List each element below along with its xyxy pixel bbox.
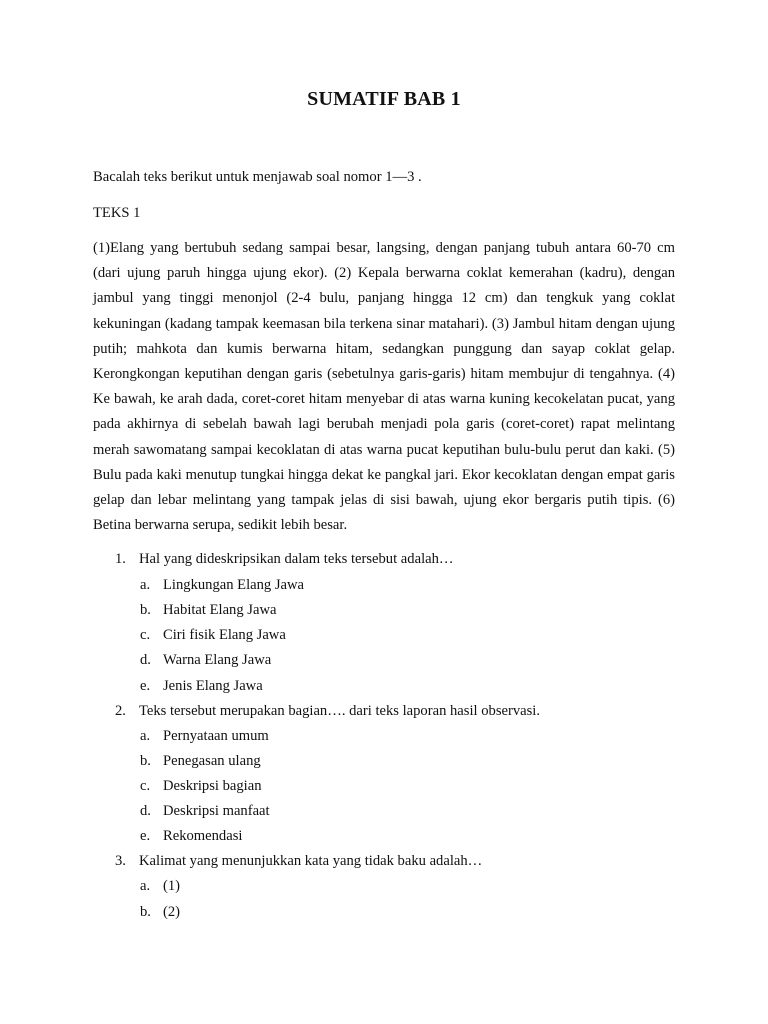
option-text: Pernyataan umum xyxy=(163,728,269,744)
text-label: TEKS 1 xyxy=(93,205,141,221)
option-letter: b. xyxy=(140,904,151,920)
option-letter: c. xyxy=(140,627,151,643)
question-1 xyxy=(115,551,454,568)
question-3-option-a xyxy=(140,878,180,895)
option-text: Habitat Elang Jawa xyxy=(163,602,277,618)
option-text: Lingkungan Elang Jawa xyxy=(163,577,305,593)
question-3-option-b xyxy=(140,904,180,921)
instruction-text: Bacalah teks berikut untuk menjawab soal nomor 1—3 . xyxy=(93,169,422,185)
question-text: Teks tersebut merupakan bagian…. dari teks laporan hasil observasi. xyxy=(139,703,540,719)
option-text: (2) xyxy=(163,904,181,920)
question-2-option-d xyxy=(140,803,270,820)
option-text: Jenis Elang Jawa xyxy=(163,678,263,694)
reading-passage: (1)Elang yang bertubuh sedang sampai besar, langsing, dengan panjang tubuh antara 60-70 cm (dari ujung paruh hingga ujung ekor). (2) Kepala berwarna coklat kemerahan (kadru), dengan jambul yang tinggi menonjol (2-4 bulu, panjang hingga 12 cm) dan tengkuk yang coklat kekuningan (kadang tampak keemasan bila terkena sinar matahari). (3) Jambul hitam dengan ujung putih; mahkota dan kumis berwarna hitam, sedangkan punggung dan sayap coklat gelap. Kerongkongan keputihan dengan garis (sebetulnya garis-garis) hitam membujur di tengahnya. (4) Ke bawah, ke arah dada, coret-coret hitam menyebar di atas warna kuning kecokelatan pucat, yang pada akhirnya di sebelah bawah lagi berubah menjadi pola garis (coret-coret) rapat melintang merah sawomatang sampai kecoklatan di atas warna pucat keputihan bulu-bulu perut dan kaki. (5) Bulu pada kaki menutup tungkai hingga dekat ke pangkal jari. Ekor kecoklatan dengan empat garis gelap dan lebar melintang yang tampak jelas di sisi bawah, ujung ekor bergaris putih tipis. (6) Betina berwarna serupa, sedikit lebih besar. xyxy=(93,240,675,534)
option-text: Warna Elang Jawa xyxy=(163,652,272,668)
question-number: 2. xyxy=(115,703,126,719)
question-2-option-b xyxy=(140,753,261,770)
option-letter: a. xyxy=(140,728,151,744)
question-2 xyxy=(115,703,540,720)
question-1-option-b xyxy=(140,602,276,619)
question-2-option-e xyxy=(140,828,242,845)
question-number: 1. xyxy=(115,551,126,567)
question-2-option-c xyxy=(140,778,262,795)
option-letter: d. xyxy=(140,652,151,668)
option-letter: e. xyxy=(140,678,151,694)
option-text: Rekomendasi xyxy=(163,828,243,844)
option-letter: d. xyxy=(140,803,151,819)
option-text: Ciri fisik Elang Jawa xyxy=(163,627,286,643)
option-letter: e. xyxy=(140,828,151,844)
option-letter: b. xyxy=(140,602,151,618)
question-text: Kalimat yang menunjukkan kata yang tidak baku adalah… xyxy=(139,853,483,869)
option-text: Deskripsi bagian xyxy=(163,778,262,794)
option-text: (1) xyxy=(163,878,181,894)
option-letter: a. xyxy=(140,878,151,894)
question-number: 3. xyxy=(115,853,126,869)
option-text: Penegasan ulang xyxy=(163,753,261,769)
question-text: Hal yang dideskripsikan dalam teks tersebut adalah… xyxy=(139,551,454,567)
option-letter: c. xyxy=(140,778,151,794)
page-title: SUMATIF BAB 1 xyxy=(307,88,461,110)
question-1-option-c xyxy=(140,627,286,644)
option-letter: b. xyxy=(140,753,151,769)
question-1-option-d xyxy=(140,652,271,669)
option-text: Deskripsi manfaat xyxy=(163,803,270,819)
question-3 xyxy=(115,853,482,870)
question-1-option-e xyxy=(140,678,263,695)
question-2-option-a xyxy=(140,728,269,745)
question-1-option-a xyxy=(140,577,304,594)
option-letter: a. xyxy=(140,577,151,593)
